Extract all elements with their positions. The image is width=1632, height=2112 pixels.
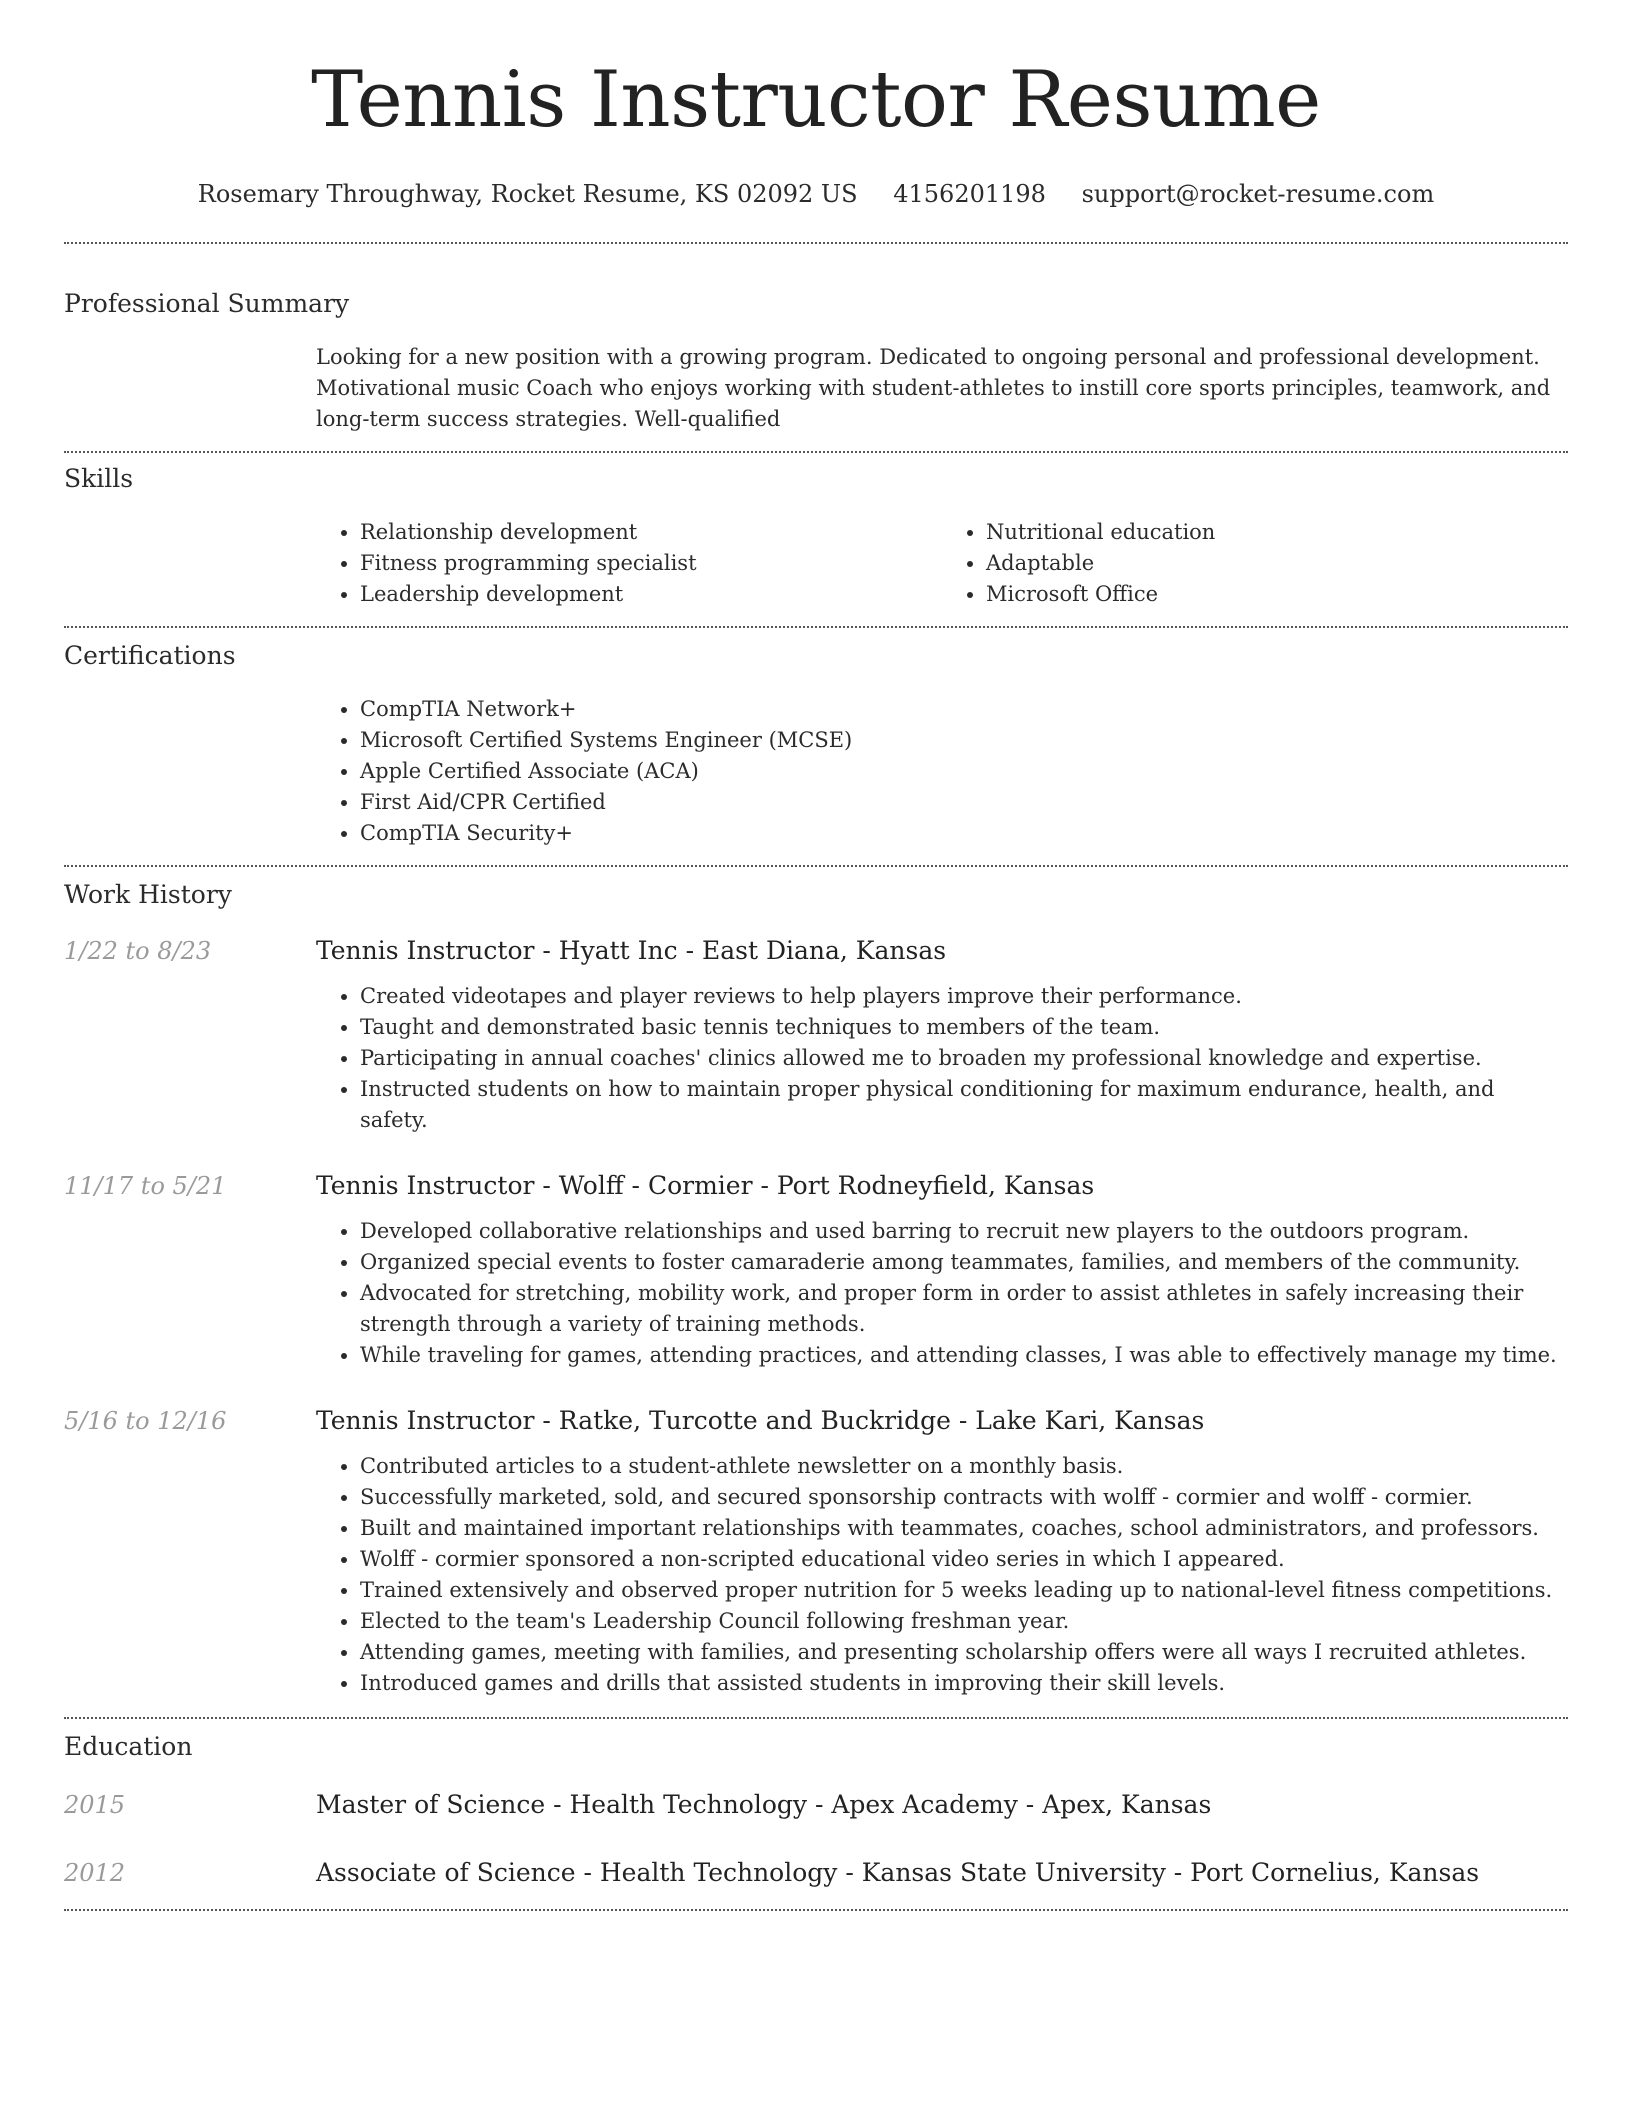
skill-item: • Relationship development xyxy=(360,517,942,548)
job-bullet: • Introduced games and drills that assisted students in improving their skill levels. xyxy=(360,1668,1568,1699)
education-degree: Associate of Science - Health Technology - Kansas State University - Port Cornelius, Kansas xyxy=(316,1858,1480,1887)
resume-page xyxy=(64,0,1568,1911)
skills-list xyxy=(316,517,1568,610)
summary-section xyxy=(64,288,1568,435)
certifications-heading: Certifications xyxy=(64,641,236,670)
summary-heading: Professional Summary xyxy=(64,289,350,318)
education-entry xyxy=(64,1857,1568,1889)
education-entry xyxy=(64,1789,1568,1821)
job-header xyxy=(64,1405,1568,1437)
education-year: 2015 xyxy=(64,1791,126,1819)
job-dates: 1/22 to 8/23 xyxy=(64,937,212,965)
summary-text: Looking for a new position with a growing program. Dedicated to ongoing personal and professional development. Motivational music Coach who enjoys working with student-athletes to instill core sports principles, teamwork, and long-term success strategies. Well-qualified xyxy=(316,345,1551,431)
job-bullet: • Elected to the team's Leadership Council following freshman year. xyxy=(360,1606,1568,1637)
job-bullet: • While traveling for games, attending practices, and attending classes, I was able to effectively manage my time. xyxy=(360,1340,1568,1371)
education-degree: Master of Science - Health Technology - Apex Academy - Apex, Kansas xyxy=(316,1790,1212,1819)
job-title: Tennis Instructor - Hyatt Inc - East Diana, Kansas xyxy=(316,936,947,965)
contact-phone: 4156201198 xyxy=(893,180,1046,208)
job-bullet: • Trained extensively and observed proper nutrition for 5 weeks leading up to national-level fitness competitions. xyxy=(360,1575,1568,1606)
skills-column-right xyxy=(942,517,1568,610)
skill-item: • Fitness programming specialist xyxy=(360,548,942,579)
job-bullet: • Participating in annual coaches' clinics allowed me to broaden my professional knowledge and expertise. xyxy=(360,1043,1568,1074)
section-divider xyxy=(64,1717,1568,1719)
skills-heading: Skills xyxy=(64,464,134,493)
job-bullet: • Built and maintained important relationships with teammates, coaches, school administrators, and professors. xyxy=(360,1513,1568,1544)
job-bullets xyxy=(316,1451,1568,1699)
section-divider xyxy=(64,626,1568,628)
job-bullet: • Taught and demonstrated basic tennis techniques to members of the team. xyxy=(360,1012,1568,1043)
certification-item: • Microsoft Certified Systems Engineer (MCSE) xyxy=(360,725,1568,756)
job-title: Tennis Instructor - Ratke, Turcotte and Buckridge - Lake Kari, Kansas xyxy=(316,1406,1205,1435)
resume-title: Tennis Instructor Resume xyxy=(311,55,1321,145)
section-divider xyxy=(64,242,1568,244)
job-bullet: • Successfully marketed, sold, and secured sponsorship contracts with wolff - cormier and wolff - cormier. xyxy=(360,1482,1568,1513)
skill-item: • Adaptable xyxy=(986,548,1568,579)
certification-item: • CompTIA Network+ xyxy=(360,694,1568,725)
job-bullets xyxy=(316,1216,1568,1371)
job-bullet: • Organized special events to foster camaraderie among teammates, families, and members of the community. xyxy=(360,1247,1568,1278)
job-bullet: • Developed collaborative relationships and used barring to recruit new players to the outdoors program. xyxy=(360,1216,1568,1247)
job-dates: 5/16 to 12/16 xyxy=(64,1407,227,1435)
job-header xyxy=(64,935,1568,967)
job-bullet: • Advocated for stretching, mobility work, and proper form in order to assist athletes in safely increasing their strength through a variety of training methods. xyxy=(360,1278,1568,1340)
job-dates: 11/17 to 5/21 xyxy=(64,1172,227,1200)
job-bullet: • Contributed articles to a student-athlete newsletter on a monthly basis. xyxy=(360,1451,1568,1482)
skill-item: • Microsoft Office xyxy=(986,579,1568,610)
skill-item: • Nutritional education xyxy=(986,517,1568,548)
education-year: 2012 xyxy=(64,1859,126,1887)
skill-item: • Leadership development xyxy=(360,579,942,610)
job-bullet: • Wolff - cormier sponsored a non-scripted educational video series in which I appeared. xyxy=(360,1544,1568,1575)
skills-column-left xyxy=(316,517,942,610)
education-heading: Education xyxy=(64,1732,193,1761)
job-bullet: • Instructed students on how to maintain proper physical conditioning for maximum endurance, health, and safety. xyxy=(360,1074,1568,1136)
job-bullet: • Attending games, meeting with families, and presenting scholarship offers were all ways I recruited athletes. xyxy=(360,1637,1568,1668)
certifications-list xyxy=(316,694,1568,849)
job-entry xyxy=(64,1170,1568,1371)
contact-address: Rosemary Throughway, Rocket Resume, KS 02092 US xyxy=(197,180,858,208)
contact-email: support@rocket-resume.com xyxy=(1081,180,1435,208)
section-divider xyxy=(64,1909,1568,1911)
job-header xyxy=(64,1170,1568,1202)
contact-line xyxy=(64,178,1568,210)
education-section xyxy=(64,1731,1568,1889)
certification-item: • First Aid/CPR Certified xyxy=(360,787,1568,818)
job-title: Tennis Instructor - Wolff - Cormier - Port Rodneyfield, Kansas xyxy=(316,1171,1095,1200)
section-divider xyxy=(64,451,1568,453)
work-heading: Work History xyxy=(64,880,232,909)
certification-item: • CompTIA Security+ xyxy=(360,818,1568,849)
job-bullets xyxy=(316,981,1568,1136)
section-divider xyxy=(64,865,1568,867)
certification-item: • Apple Certified Associate (ACA) xyxy=(360,756,1568,787)
job-entry xyxy=(64,935,1568,1136)
job-entry xyxy=(64,1405,1568,1699)
job-bullet: • Created videotapes and player reviews to help players improve their performance. xyxy=(360,981,1568,1012)
work-section xyxy=(64,879,1568,1699)
skills-section xyxy=(64,463,1568,610)
certifications-section xyxy=(64,640,1568,849)
